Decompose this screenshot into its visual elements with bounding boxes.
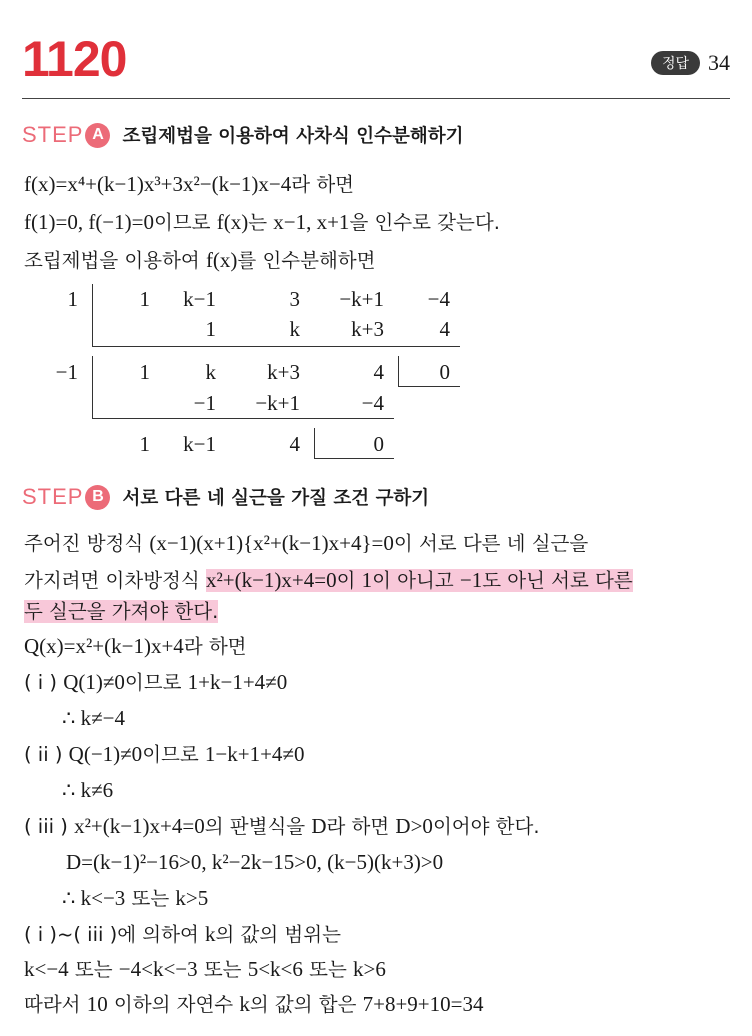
division-line [92,418,394,419]
math-expression: ∴ k≠−4 [62,706,125,730]
table-cell: −k+1 [339,287,384,311]
division-line [92,346,460,347]
math-expression: (x−1)(x+1){x²+(k−1)x+4}=0 [149,531,394,555]
answer-badge: 정답 [651,51,700,75]
text-fragment: 라 하면 [183,635,247,658]
solution-line [24,529,588,558]
text-fragment: 주어진 방정식 [24,532,150,555]
text-fragment: 이 아니고 [372,569,460,592]
table-cell: 4 [439,317,450,341]
math-expression: x²+(k−1)x+4=0 [74,814,205,838]
answer-reference [651,50,730,76]
math-expression: x²+(k−1)x+4=0 [205,568,337,592]
math-expression: 5<k<6 [247,957,303,981]
text-fragment: 따라서 [24,993,87,1016]
math-expression: k [204,922,216,946]
solution-line [24,170,354,199]
math-expression: k<−4 [24,957,69,981]
table-cell: k+3 [267,360,300,384]
remainder-line [398,386,460,387]
table-cell: 0 [439,360,450,384]
remainder-bar [314,428,315,458]
text-fragment: ( i )~( iii )에 의하여 [24,923,205,946]
text-fragment: 이어야 한다. [432,815,540,838]
table-cell: k+3 [351,317,384,341]
math-expression: D>0 [395,814,433,838]
text-fragment: 이 [336,569,362,592]
math-expression: f(x) [216,210,249,234]
solution-line [24,598,218,626]
text-fragment: 또는 [197,958,248,981]
text-fragment: 라 하면 [291,173,354,196]
math-expression: Q(−1)≠0 [68,742,143,766]
step-b-title: 서로 다른 네 실근을 가질 조건 구하기 [122,488,430,509]
text-fragment: 는 [248,211,274,234]
math-expression: 10 [86,992,108,1016]
solution-line [24,246,375,275]
text-fragment: 이하의 자연수 [107,993,240,1016]
table-cell: −4 [427,287,450,311]
math-expression: Q(x)=x²+(k−1)x+4 [24,634,184,658]
text-fragment: 이 서로 다른 네 실근을 [393,532,589,555]
math-expression: 1−k+1+4≠0 [204,742,305,766]
text-fragment: 의 판별식을 [204,815,312,838]
table-cell: 4 [373,360,384,384]
solution-line [62,704,125,733]
table-cell: k−1 [183,432,216,456]
case-label: ( i ) [24,671,64,694]
step-a-letter: A [85,123,110,148]
math-expression: 1 [361,568,373,592]
text-fragment: 이므로 [124,671,188,694]
text-fragment: 또는 [68,958,119,981]
table-cell: k [205,360,216,384]
text-fragment: 라 하면 [326,815,396,838]
table-cell: 1 [139,432,150,456]
table-cell: −4 [361,391,384,415]
solution-line [62,884,208,913]
table-cell: 1 [139,360,150,384]
solution-line [24,812,540,841]
remainder-line [314,458,394,459]
text-fragment: 의 값의 합은 [249,993,363,1016]
solution-line [24,566,633,595]
math-expression: k>5 [175,886,209,910]
table-cell: 0 [373,432,384,456]
math-expression: −1 [459,568,483,592]
math-expression: 1+k−1+4≠0 [187,670,288,694]
text-fragment: 도 아닌 서로 다른 [482,569,633,592]
solution-line [24,955,386,984]
text-fragment: 또는 [125,887,176,910]
problem-number: 1120 [22,31,127,87]
math-expression: ∴ k<−3 [62,886,126,910]
table-cell: k [289,317,300,341]
table-cell: −1 [193,391,216,415]
highlighted-text: 두 실근을 가져야 한다. [24,600,219,623]
case-label: ( ii ) [24,743,69,766]
math-expression: k [239,992,250,1016]
text-fragment: 이므로 [142,743,205,766]
step-b-heading [22,482,429,512]
solution-line [24,740,304,769]
step-b-word: STEP [22,484,84,509]
highlighted-text [206,569,633,592]
text-fragment: 이므로 [154,211,217,234]
math-expression: D [311,814,327,838]
step-b-letter: B [85,485,110,510]
math-expression: 7+8+9+10=34 [362,992,484,1016]
text-fragment: 을 인수로 갖는다. [349,211,500,234]
text-fragment: 가지려면 이차방정식 [24,569,206,592]
answer-page-number: 34 [708,50,730,75]
solution-line [66,848,443,877]
text-fragment: 를 인수분해하면 [237,249,376,272]
division-bar [92,356,93,418]
solution-line [24,668,287,697]
text-fragment: 의 값의 범위는 [215,923,341,946]
math-expression: ∴ k≠6 [62,778,114,802]
solution-line [62,776,113,805]
math-expression: −4<k<−3 [118,957,198,981]
table-cell: 3 [289,287,300,311]
math-expression: f(1)=0, f(−1)=0 [24,210,154,234]
text-fragment: 또는 [302,958,353,981]
math-expression: f(x) [205,248,238,272]
table-cell: 1 [139,287,150,311]
header-divider [22,98,730,99]
solution-line [24,990,484,1019]
math-expression: x−1, x+1 [273,210,350,234]
text-fragment: 조립제법을 이용하여 [24,249,206,272]
step-a-word: STEP [22,122,84,147]
math-expression: f(x)=x⁴+(k−1)x³+3x²−(k−1)x−4 [24,172,292,196]
divisor: −1 [55,360,78,384]
solution-line [24,208,500,237]
table-cell: 4 [289,432,300,456]
case-label: ( iii ) [24,815,75,838]
math-expression: D=(k−1)²−16>0, k²−2k−15>0, (k−5)(k+3)>0 [66,850,444,874]
table-cell: k−1 [183,287,216,311]
math-expression: k>6 [352,957,386,981]
divisor: 1 [67,287,78,311]
remainder-bar [398,356,399,386]
step-a-title: 조립제법을 이용하여 사차식 인수분해하기 [122,126,464,147]
table-cell: 1 [205,317,216,341]
math-expression: Q(1)≠0 [63,670,125,694]
step-a-heading [22,120,463,150]
table-cell: −k+1 [255,391,300,415]
solution-line [24,920,341,949]
solution-line [24,632,247,661]
division-bar [92,284,93,346]
